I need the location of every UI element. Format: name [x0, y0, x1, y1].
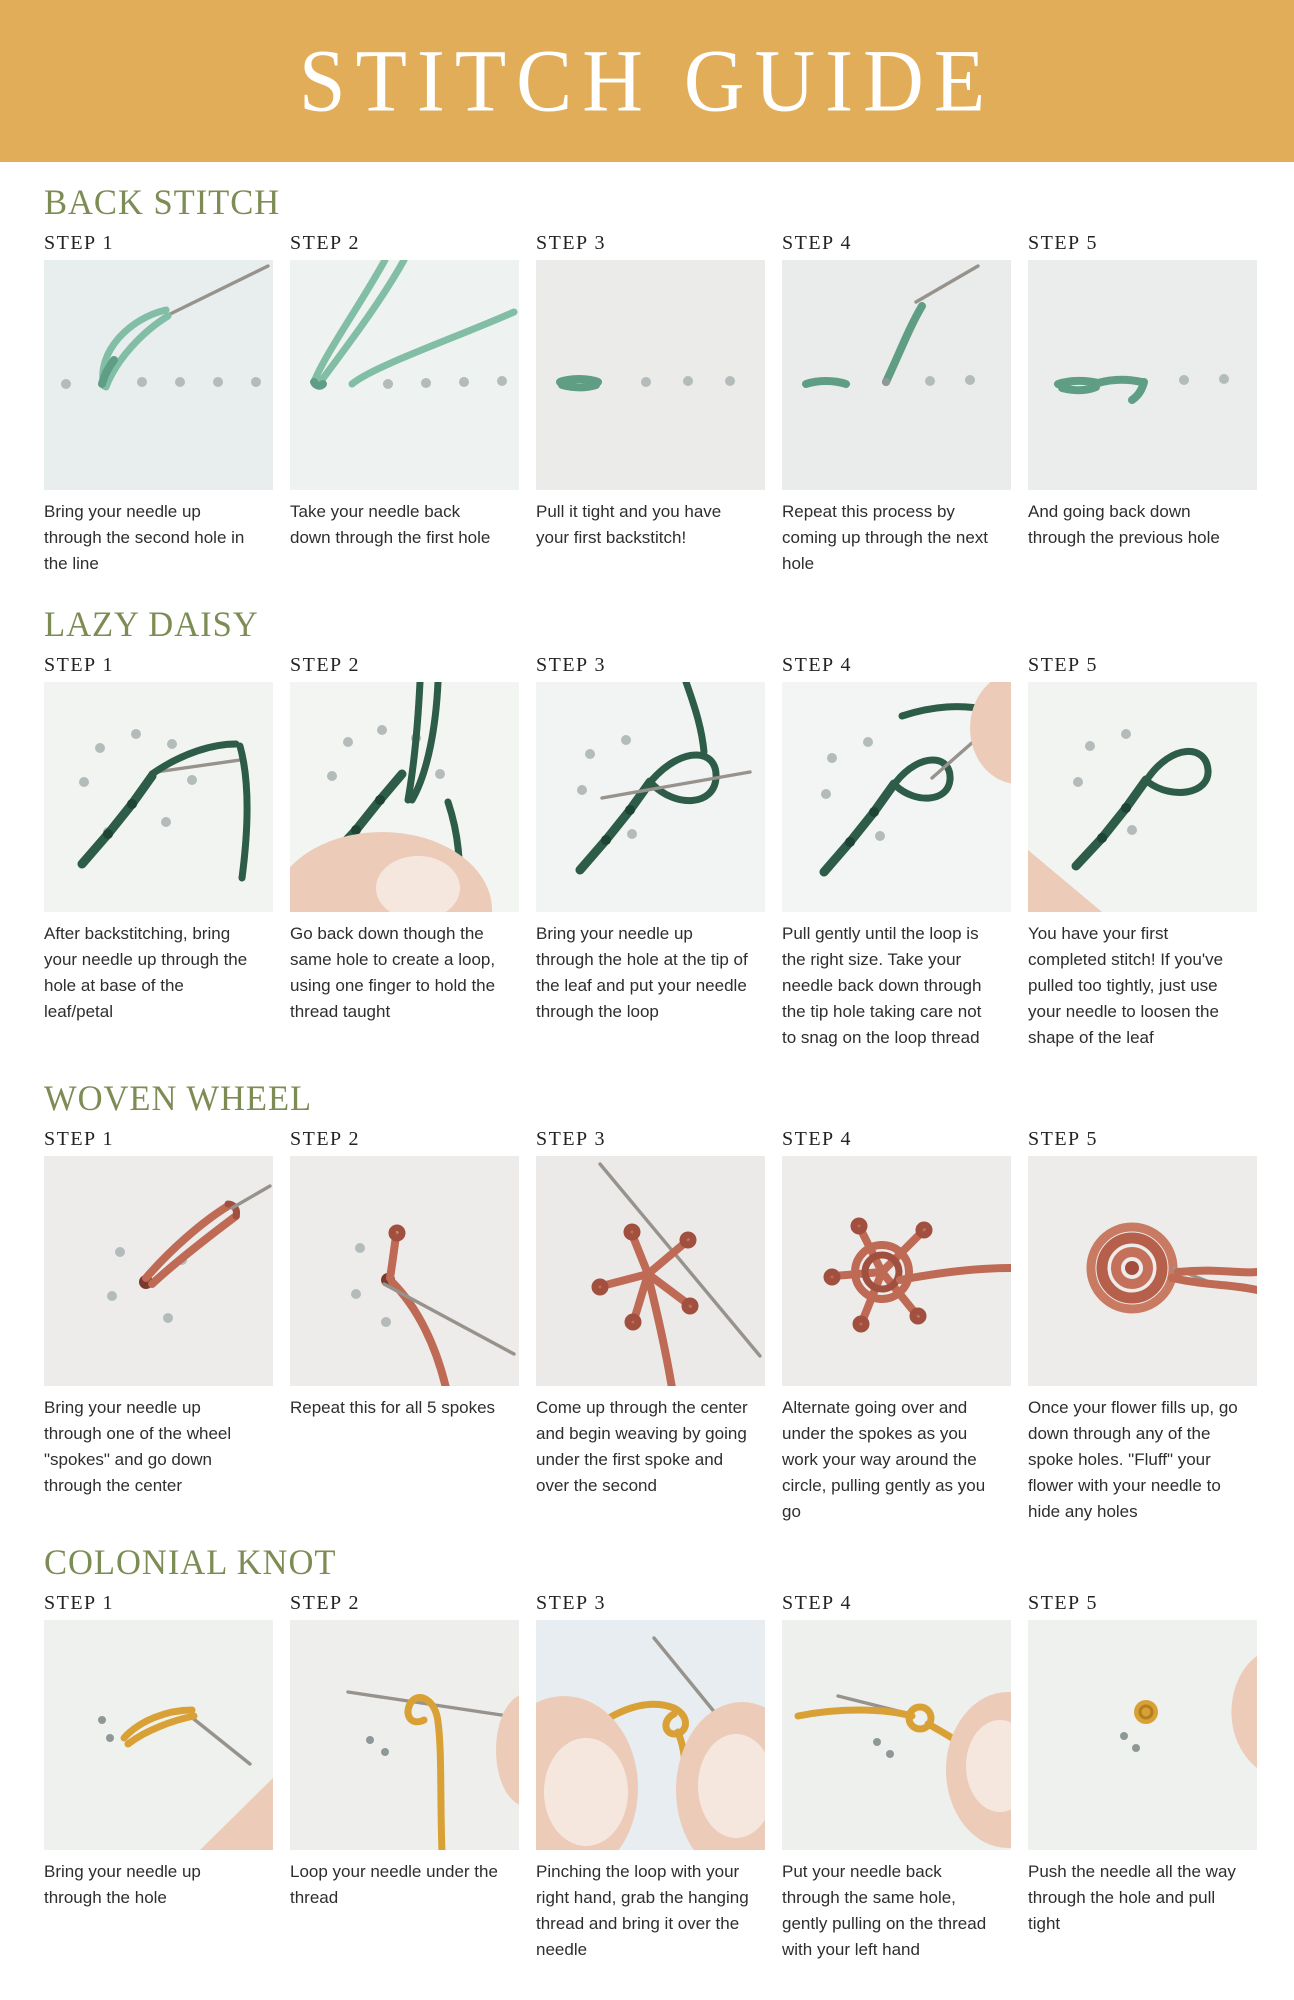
- page-title: STITCH GUIDE: [298, 31, 996, 131]
- step-column: [290, 654, 519, 1076]
- lazy-daisy-step-grid: [44, 654, 1294, 1076]
- step-label: STEP 4: [782, 1128, 852, 1150]
- step-caption: Bring your needle up through the second hole in the line: [44, 502, 245, 573]
- step-column: [44, 1128, 273, 1540]
- step-label: STEP 1: [44, 1128, 114, 1150]
- section-title-back-stitch: BACK STITCH: [44, 182, 281, 222]
- step-caption: Alternate going over and under the spokes as you work your way around the circle, pulling gently as you go: [782, 1398, 986, 1521]
- step-column: [1028, 232, 1257, 602]
- step-label: STEP 2: [290, 1128, 360, 1150]
- step-column: [536, 1592, 765, 1965]
- step-column: [782, 232, 1011, 602]
- step-label: STEP 3: [536, 232, 606, 254]
- step-caption: Loop your needle under the thread: [290, 1862, 498, 1907]
- woven-wheel-step-3-photo: [536, 1156, 765, 1386]
- step-column: [290, 1592, 519, 1965]
- step-caption: Go back down though the same hole to create a loop, using one finger to hold the thread taught: [290, 924, 496, 1021]
- step-caption: And going back down through the previous hole: [1028, 502, 1220, 547]
- woven-wheel-step-2-photo: [290, 1156, 519, 1386]
- colonial-knot-step-2-photo: [290, 1620, 519, 1850]
- woven-wheel-step-4-photo: [782, 1156, 1011, 1386]
- step-label: STEP 5: [1028, 1592, 1098, 1614]
- step-label: STEP 5: [1028, 232, 1098, 254]
- step-caption: Bring your needle up through the hole: [44, 1862, 201, 1907]
- back-stitch-step-grid: [44, 232, 1294, 602]
- colonial-knot-step-4-photo: [782, 1620, 1011, 1850]
- section-title-colonial-knot: COLONIAL KNOT: [44, 1542, 337, 1582]
- back-stitch-step-1-photo: [44, 260, 273, 490]
- section-title-woven-wheel: WOVEN WHEEL: [44, 1078, 313, 1118]
- step-column: [536, 1128, 765, 1540]
- colonial-knot-step-1-photo: [44, 1620, 273, 1850]
- step-column: [1028, 1128, 1257, 1540]
- step-label: STEP 1: [44, 654, 114, 676]
- lazy-daisy-step-1-photo: [44, 682, 273, 912]
- step-caption: Once your flower fills up, go down through any of the spoke holes. "Fluff" your flower with your needle to hide any holes: [1028, 1398, 1238, 1521]
- step-caption: Repeat this process by coming up through the next hole: [782, 502, 989, 573]
- step-caption: Pinching the loop with your right hand, grab the hanging thread and bring it over the needle: [536, 1862, 749, 1959]
- step-caption: Come up through the center and begin weaving by going under the first spoke and over the second: [536, 1398, 748, 1495]
- step-column: [44, 654, 273, 1076]
- step-label: STEP 3: [536, 654, 606, 676]
- step-column: [536, 654, 765, 1076]
- step-label: STEP 4: [782, 1592, 852, 1614]
- step-label: STEP 3: [536, 1592, 606, 1614]
- section-woven-wheel: [0, 1076, 1294, 1540]
- step-label: STEP 4: [782, 654, 852, 676]
- section-lazy-daisy: [0, 602, 1294, 1076]
- back-stitch-step-5-photo: [1028, 260, 1257, 490]
- woven-wheel-step-5-photo: [1028, 1156, 1257, 1386]
- step-label: STEP 1: [44, 1592, 114, 1614]
- step-label: STEP 2: [290, 232, 360, 254]
- section-back-stitch: [0, 162, 1294, 602]
- step-column: [782, 1592, 1011, 1965]
- step-label: STEP 4: [782, 232, 852, 254]
- title-banner: [0, 0, 1294, 162]
- step-label: STEP 3: [536, 1128, 606, 1150]
- woven-wheel-step-1-photo: [44, 1156, 273, 1386]
- back-stitch-step-2-photo: [290, 260, 519, 490]
- lazy-daisy-step-4-photo: [782, 682, 1011, 912]
- step-caption: Bring your needle up through the hole at the tip of the leaf and put your needle through the loop: [536, 924, 748, 1021]
- step-column: [782, 1128, 1011, 1540]
- step-label: STEP 5: [1028, 654, 1098, 676]
- back-stitch-step-4-photo: [782, 260, 1011, 490]
- step-caption: Repeat this for all 5 spokes: [290, 1398, 496, 1417]
- lazy-daisy-step-2-photo: [290, 682, 519, 912]
- colonial-knot-step-grid: [44, 1592, 1294, 1965]
- section-title-lazy-daisy: LAZY DAISY: [44, 604, 259, 644]
- lazy-daisy-step-5-photo: [1028, 682, 1257, 912]
- step-caption: Take your needle back down through the first hole: [290, 502, 491, 547]
- lazy-daisy-step-3-photo: [536, 682, 765, 912]
- step-caption: After backstitching, bring your needle up through the hole at base of the leaf/petal: [44, 924, 248, 1021]
- back-stitch-step-3-photo: [536, 260, 765, 490]
- colonial-knot-step-3-photo: [536, 1620, 765, 1850]
- step-column: [44, 1592, 273, 1965]
- step-label: STEP 2: [290, 1592, 360, 1614]
- step-column: [536, 232, 765, 602]
- step-column: [1028, 1592, 1257, 1965]
- step-column: [1028, 654, 1257, 1076]
- step-caption: Pull gently until the loop is the right size. Take your needle back down through the tip hole taking care not to snag on the loop thread: [782, 924, 982, 1047]
- step-label: STEP 2: [290, 654, 360, 676]
- step-column: [782, 654, 1011, 1076]
- colonial-knot-step-5-photo: [1028, 1620, 1257, 1850]
- step-label: STEP 1: [44, 232, 114, 254]
- step-column: [290, 232, 519, 602]
- step-label: STEP 5: [1028, 1128, 1098, 1150]
- step-caption: You have your first completed stitch! If you've pulled too tightly, just use your needle to loosen the shape of the leaf: [1028, 924, 1224, 1047]
- step-caption: Put your needle back through the same hole, gently pulling on the thread with your left hand: [782, 1862, 987, 1959]
- step-caption: Bring your needle up through one of the wheel "spokes" and go down through the center: [44, 1398, 232, 1495]
- woven-wheel-step-grid: [44, 1128, 1294, 1540]
- step-column: [290, 1128, 519, 1540]
- step-column: [44, 232, 273, 602]
- section-colonial-knot: [0, 1540, 1294, 1965]
- step-caption: Pull it tight and you have your first backstitch!: [536, 502, 722, 547]
- step-caption: Push the needle all the way through the hole and pull tight: [1028, 1862, 1236, 1933]
